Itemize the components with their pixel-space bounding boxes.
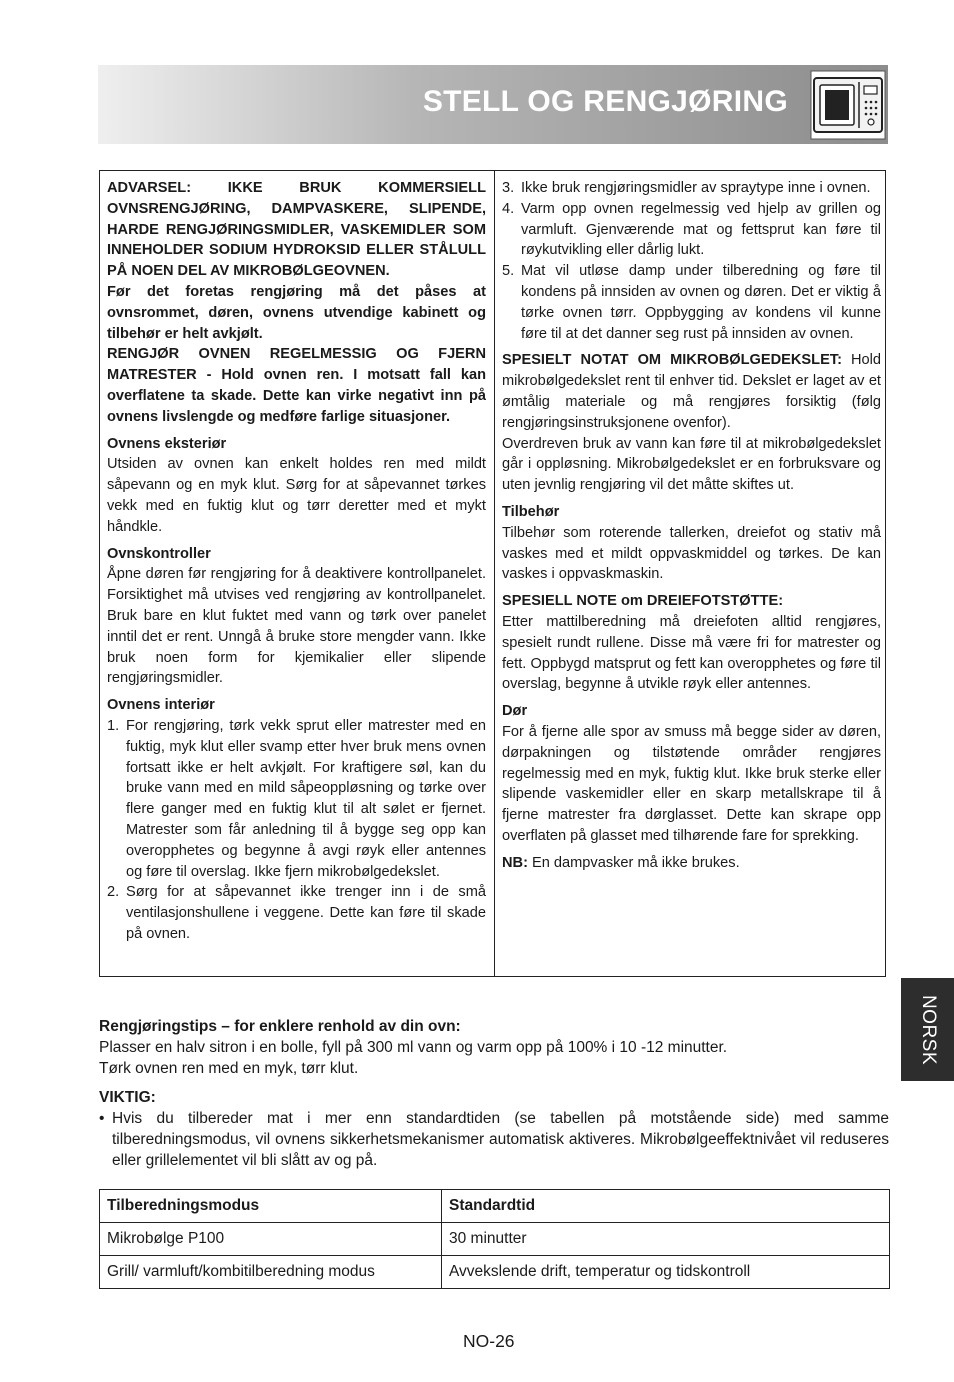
section-header [98, 65, 888, 144]
exterior-heading: Ovnens eksteriør [107, 435, 227, 452]
exterior-text: Utsiden av ovnen kan enkelt holdes ren med mildt såpevann og en myk klut. Sørg for at såpevannet tørkes vekk med en fuktig klut og tørr deretter med et mykt håndkle. [107, 456, 486, 535]
cleaning-tips [99, 1016, 889, 1171]
table-cell: Grill/ varmluft/kombitilberedning modus [100, 1256, 442, 1289]
table-cell: Avvekslende drift, temperatur og tidskontroll [442, 1256, 890, 1289]
list-item-text: Sørg for at såpevannet ikke trenger inn i de små ventilasjonshullene i veggene. Dette kan føre til skade på ovnen. [126, 884, 486, 942]
list-item [107, 882, 486, 944]
important-text: Hvis du tilbereder mat i mer enn standardtiden (se tabellen på motstående side) med samme tilberedningsmodus, vil ovnens sikkerhetsmekanismer automatisk aktiveres. Mikrobølgeeffektnivået vil reduseres eller grillelementet vil bli slått av og på. [112, 1110, 889, 1169]
page-title: STELL OG RENGJØRING [422, 85, 788, 118]
table-cell: 30 minutter [442, 1223, 890, 1256]
language-tab [901, 978, 954, 1081]
bullet-dot: • [99, 1110, 105, 1127]
list-item [107, 716, 486, 882]
interior-list-continued [502, 178, 881, 344]
left-column [107, 178, 486, 945]
controls-heading: Ovnskontroller [107, 545, 211, 562]
controls-text: Åpne døren før rengjøring for å deaktivere kontrollpanelet. Forsiktighet må utvises ved rengjøring av kontrollpanelet. Bruk bare en klut fuktet med vann og tørk over panelet inntil det er rent. Unngå å bruke store mengder vann. Ikke bruk noen form for kjemikalier eller slipende rengjøringsmidler. [107, 566, 486, 687]
right-column [502, 178, 881, 874]
warning-commercial-cleaners: ADVARSEL: IKKE BRUK KOMMERSIELL OVNSRENGJØRING, DAMPVASKERE, SLIPENDE, HARDE RENGJØRINGSMIDLER, VASKEMIDLER SOM INNEHOLDER SODIUM HYDROKSID ELLER STÅLULL PÅ NOEN DEL AV MIKROBØLGEOVNEN. [107, 180, 486, 280]
nb-label: NB: [502, 854, 528, 871]
important-heading: VIKTIG: [99, 1089, 156, 1106]
tips-heading: Rengjøringstips – for enklere renhold av din ovn: [99, 1018, 461, 1035]
column-header: Tilberedningsmodus [100, 1190, 442, 1223]
list-item-text: Varm opp ovnen regelmessig ved hjelp av grillen og varmluft. Gjenværende mat og fettsprut kan føre til røykutvikling eller dårlig lukt. [521, 200, 881, 259]
table-header-row [100, 1190, 890, 1223]
accessories-text: Tilbehør som roterende tallerken, dreiefot og stativ må vaskes med et mildt oppvaskmiddel og tørkes. De kan vaskes i oppvaskmaskin. [502, 524, 881, 583]
door-text: For å fjerne alle spor av smuss må begge sider av døren, dørpakningen og tilstøtende områder rengjøres regelmessig med en myk, fuktig klut. Ikke bruk sterke eller slipende vaskemidler eller en skarp metallskrape til å fjerne matrester fra dørglasset. Dette kan skrape opp overflaten på glasset med tilhørende fare for sprekking. [502, 723, 881, 844]
interior-heading: Ovnens interiør [107, 697, 215, 714]
turntable-heading: SPESIELL NOTE om DREIEFOTSTØTTE: [502, 593, 784, 610]
list-number: 4. [502, 200, 515, 217]
important-bullet [99, 1108, 889, 1171]
tips-line-1: Plasser en halv sitron i en bolle, fyll på 300 ml vann og varm opp på 100% i 10 -12 minutter. [99, 1039, 728, 1056]
tips-line-2: Tørk ovnen ren med en myk, tørr klut. [99, 1060, 359, 1077]
cover-note-label: SPESIELT NOTAT OM MIKROBØLGEDEKSLET: [502, 352, 842, 369]
turntable-text: Etter mattilberedning må dreiefoten alltid rengjøres, spesielt rundt rullene. Disse må være fri for matrester og fett. Oppbygd matsprut og fett kan overopphetes og føre til overslag, begynne å utvikle røyk eller antennes. [502, 613, 881, 693]
microwave-icon [810, 70, 886, 140]
page-number: NO-26 [463, 1331, 515, 1351]
nb-text: En dampvasker må ikke brukes. [527, 854, 740, 871]
list-number: 5. [502, 263, 515, 280]
list-item-text: Mat vil utløse damp under tilberedning og føre til kondens på innsiden av ovnen og døren. Det er viktig å tørke ovnen tørr. Oppbygging av kondens vil kunne føre til at det danner seg rust på innsiden av ovnen. [521, 263, 881, 342]
door-heading: Dør [502, 703, 528, 720]
list-number: 2. [107, 884, 120, 901]
cover-note-text-2: Overdreven bruk av vann kan føre til at mikrobølgedekslet går i oppløsning. Mikrobølgedekslet er en forbruksvare og uten jevnlig rengjøring vil det måtte skiftes ut. [502, 435, 881, 494]
list-item [502, 261, 881, 344]
standard-time-table [99, 1189, 890, 1289]
cover-note-text: Hold mikrobølgedekslet rent til enhver tid. Dekslet er laget av et ømtålig materiale og må rengjøres forsiktig (følg rengjøringsinstruksjonene ovenfor). [502, 352, 881, 431]
column-divider [494, 170, 495, 977]
list-item-text: Ikke bruk rengjøringsmidler av spraytype inne i ovnen. [521, 180, 871, 196]
list-number: 1. [107, 717, 120, 734]
cover-note [502, 350, 881, 433]
accessories-heading: Tilbehør [502, 503, 560, 520]
list-item-text: For rengjøring, tørk vekk sprut eller matrester med en fuktig, myk klut eller svamp etter hver bruk mens ovnen fortsatt ikke er helt avkjølt. For kraftigere søl, kan du bruke vann med en mild såpeoppløsning og tørke over flere ganger med en fuktig klut til alt sølet er fjernet. Matrester som får anledning til å bygge seg opp kan overopphetes og begynne å avgi røyk eller antennes og føre til overslag. Ikke fjern mikrobølgedekslet. [126, 717, 486, 880]
warning-clean-regularly: RENGJØR OVNEN REGELMESSIG OG FJERN MATRESTER - Hold ovnen ren. I motsatt fall kan overflatene ta skade. Dette kan virke negativt inn på ovnens livslengde og medføre farlige situasjoner. [107, 346, 486, 425]
table-cell: Mikrobølge P100 [100, 1223, 442, 1256]
interior-list [107, 716, 486, 945]
language-label: NORSK [917, 994, 939, 1065]
nb-note [502, 853, 881, 874]
column-header: Standardtid [442, 1190, 890, 1223]
list-number: 3. [502, 180, 515, 196]
list-item [502, 178, 881, 199]
warning-cool-down: Før det foretas rengjøring må det påses at ovnsrommet, døren, ovnens utvendige kabinett og tilbehør er helt avkjølt. [107, 283, 486, 342]
table-row [100, 1256, 890, 1289]
table-row [100, 1223, 890, 1256]
list-item [502, 199, 881, 261]
